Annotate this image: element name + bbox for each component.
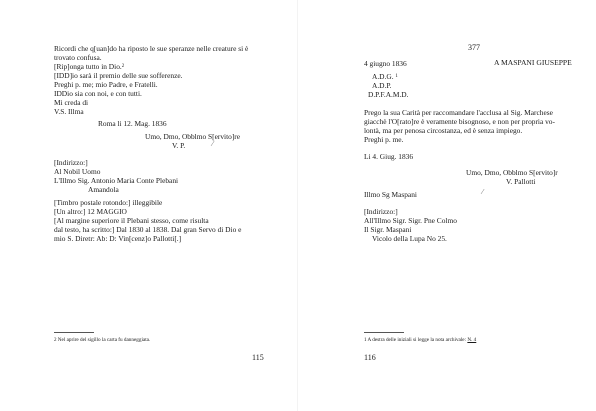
text-line: V.S. Illma [54, 107, 84, 116]
body-line: Prego la sua Carità per raccomandare l'acclusa al Sig. Marchese [364, 108, 553, 117]
footnote-rule [54, 332, 94, 333]
body-line: giacchè l'O[rato]re è veramente bisognoso, e non per propria vo- [364, 117, 555, 126]
address-line: All'Illmo Sigr. Sigr. Pne Colmo [364, 216, 457, 225]
address-line: [Indirizzo:] [54, 158, 88, 167]
footnote: 2 Nel aprire del sigillo la carta fu danneggiata. [54, 337, 151, 343]
text-line: [Timbro postale rotondo:] illeggibile [54, 198, 163, 207]
pencil-mark: ⁄ [212, 140, 214, 148]
place-date: Li 4. Giug. 1836 [364, 152, 414, 161]
right-page [298, 0, 596, 411]
footnote: 1 A destra delle iniziali si legge la nota archivale: N. 4 [364, 337, 477, 343]
text-line: dal testo, ha scritto:] Dal 1830 al 1838. Dal gran Servo di Dio e [54, 225, 242, 234]
address-line: L'Illmo Sig. Antonio Maria Conte Plebani [54, 176, 179, 185]
text-line: mio S. Diretr: Ab: D: Vin[cenz]o Pallotti[.] [54, 234, 182, 243]
footnote-rule [364, 332, 404, 333]
address-line: [Indirizzo:] [364, 207, 398, 216]
signature: V. Pallotti [506, 177, 536, 186]
footnote-marker: 2 [121, 64, 125, 69]
body-line: lontà, ma per penosa circostanza, ed è senza impiego. [364, 126, 523, 135]
page-number: 115 [252, 353, 264, 362]
address-line: Al Nobil Uomo [54, 167, 101, 176]
text-line: Preghi p. me; mio Padre, e Fratelli. [54, 80, 158, 89]
text-line: [IDD]io sarà il premio delle sue sofferenze. [54, 71, 183, 80]
text-line: [Rip]onga tutto in Dio.$^2$ [54, 62, 125, 71]
address-line: Il Sigr. Maspani [364, 225, 412, 234]
footnote-ref: N. 4 [467, 337, 477, 343]
heading-line: D.P.F.A.M.D. [368, 90, 409, 99]
letter-date: 4 giugno 1836 [364, 59, 407, 68]
heading-line: A.D.G. $^1$ [372, 72, 398, 81]
page-number: 116 [364, 353, 376, 362]
text-line: [Al margine superiore il Plebani stesso, come risulta [54, 216, 209, 225]
address-line: Vicolo della Lupa No 25. [372, 234, 447, 243]
closing-line: Umo, Dmo, Obblmo S[ervito]re [145, 132, 241, 141]
closing-line: Umo, Dmo, Obblmo S[ervito]r [466, 168, 558, 177]
text-line: [Un altro:] 12 MAGGIO [54, 207, 127, 216]
dateline: Roma li 12. Mag. 1836 [98, 119, 167, 128]
recipient: Illmo Sg Maspani [364, 190, 417, 199]
pencil-mark: ⁄ [482, 188, 484, 196]
body-line: Preghi p. me. [364, 135, 404, 144]
header-number: 377 [468, 43, 480, 52]
signature: V. P. [172, 141, 186, 150]
addressee-heading: A MASPANI GIUSEPPE [494, 58, 572, 67]
heading-line: A.D.P. [372, 81, 392, 90]
text-line: Mi creda di [54, 98, 89, 107]
text-line: IDDio sia con noi, e con tutti. [54, 89, 142, 98]
text-line: trovato confusa. [54, 53, 102, 62]
address-line: Amandola [88, 185, 119, 194]
text-line: Ricordi che q[uan]do ha riposto le sue speranze nelle creature si è [54, 44, 249, 53]
